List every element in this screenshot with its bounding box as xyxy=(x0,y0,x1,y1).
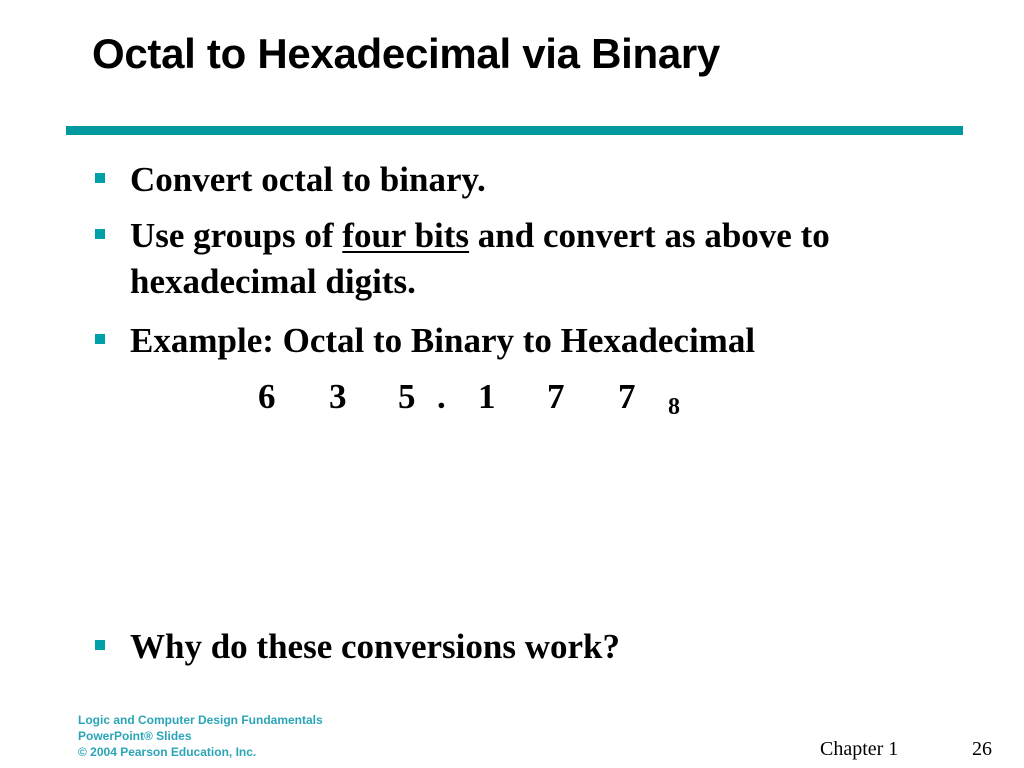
page-number: 26 xyxy=(972,738,992,760)
octal-digit: 7 xyxy=(618,377,636,416)
octal-digit: 6 xyxy=(258,377,276,416)
credit-line: © 2004 Pearson Education, Inc. xyxy=(78,745,257,759)
bullet-2-line2: hexadecimal digits. xyxy=(130,262,416,301)
bullet-marker-1 xyxy=(95,173,105,183)
octal-digit: 5 xyxy=(398,377,416,416)
four-bits-underlined: four bits xyxy=(342,216,470,255)
publisher-credit xyxy=(78,712,323,760)
octal-digit: 3 xyxy=(329,377,347,416)
footer-chapter: Chapter 1 xyxy=(820,738,899,760)
bullet-text-2 xyxy=(130,213,980,305)
bullet-marker-3 xyxy=(95,334,105,344)
title-divider xyxy=(66,126,963,135)
bullet-2-post: and convert as above to xyxy=(469,216,830,255)
bullet-text-3: Example: Octal to Binary to Hexadecimal xyxy=(130,321,756,360)
bullet-text-4: Why do these conversions work? xyxy=(130,627,621,666)
radix-point: . xyxy=(437,377,446,416)
bullet-marker-2 xyxy=(95,229,105,239)
base-subscript: 8 xyxy=(668,394,680,420)
credit-line: Logic and Computer Design Fundamentals xyxy=(78,713,323,727)
credit-line: PowerPoint® Slides xyxy=(78,729,192,743)
octal-digit: 1 xyxy=(478,377,496,416)
slide-title: Octal to Hexadecimal via Binary xyxy=(92,30,720,77)
bullet-2-pre: Use groups of xyxy=(130,216,343,255)
bullet-marker-4 xyxy=(95,640,105,650)
bullet-text-1: Convert octal to binary. xyxy=(130,160,486,199)
octal-digit: 7 xyxy=(547,377,565,416)
